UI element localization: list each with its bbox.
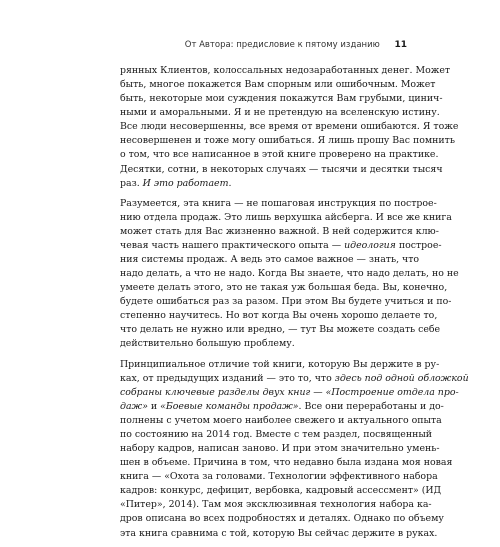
italic-text: «Построение отдела про-	[325, 386, 459, 398]
italic-text: здесь под одной обложкой	[334, 372, 469, 384]
text-segment: и	[147, 400, 161, 412]
text-line	[120, 527, 438, 541]
text-line	[120, 414, 442, 428]
text-segment: ния системы продаж. А ведь это самое важное — знать, что	[120, 254, 420, 266]
text-segment: может стать для Вас жизненно важной. В ней содержится клю-	[120, 225, 439, 237]
text-line	[120, 78, 436, 92]
text-segment: книга — «Охота за головами. Технологии эффективного набора	[120, 471, 438, 483]
text-line	[120, 484, 442, 498]
text-segment: кадров: конкурс, дефицит, вербовка, кадровый ассессмент» (ИД	[120, 485, 442, 497]
text-segment: нию отдела продаж. Это лишь верхушка айсберга. И все же книга	[120, 211, 452, 223]
paragraph	[120, 64, 459, 191]
text-segment: .	[228, 177, 232, 189]
text-line	[120, 456, 453, 470]
text-line	[120, 225, 439, 239]
running-title: От Автора: предисловие к пятому изданию	[184, 40, 380, 50]
text-line	[120, 372, 469, 386]
text-line	[120, 120, 459, 134]
text-segment: по состоянию на 2014 год. Вместе с тем раздел, посвященный	[120, 428, 433, 440]
text-segment: —	[310, 386, 326, 398]
text-segment: Все люди несовершенны, все время от времени ошибаются. Я тоже	[120, 121, 459, 133]
text-segment: . Все они переработаны и до-	[298, 400, 444, 412]
text-line	[120, 337, 390, 351]
page-number: 11	[394, 40, 407, 50]
text-line	[120, 64, 451, 78]
text-segment: чевая часть нашего практического опыта —	[120, 239, 345, 251]
text-segment: дров описана во всех подробностях и деталях. Однако по объему	[120, 513, 444, 525]
text-segment: действительно большую проблему.	[120, 338, 295, 350]
text-segment: Десятки, сотни, в некоторых случаях — тысячи и десятки тысяч	[120, 163, 443, 175]
text-segment: что делать не нужно или вредно, — тут Вы можете создать себе	[120, 324, 441, 336]
italic-text: И это работает	[142, 177, 229, 189]
text-segment: о том, что все написанное в этой книге проверено на практике.	[120, 149, 439, 161]
italic-text: собраны ключевые разделы двух книг	[120, 386, 311, 398]
text-line	[120, 428, 433, 442]
text-line	[120, 197, 437, 211]
text-line	[120, 498, 432, 512]
text-segment: быть, многое покажется Вам спорным или ошибочным. Может	[120, 79, 436, 91]
text-segment: быть, некоторые мои суждения покажутся Вам грубыми, цинич-	[120, 93, 443, 105]
text-line	[120, 442, 440, 456]
text-line	[120, 400, 444, 414]
italic-text: идеология	[344, 239, 396, 251]
text-line	[120, 163, 443, 177]
text-segment: набору кадров, написан заново. И при этом значительно умень-	[120, 443, 440, 455]
text-line	[120, 386, 459, 400]
paragraph	[120, 358, 469, 541]
body-text	[120, 64, 469, 547]
text-line	[120, 358, 440, 372]
text-segment: раз.	[120, 177, 143, 189]
text-line	[120, 239, 442, 253]
text-line	[120, 148, 439, 162]
text-segment: шен в объеме. Причина в том, что недавно была издана моя новая	[120, 457, 453, 469]
text-segment: несовершенен и тоже могу ошибаться. Я лишь прошу Вас помнить	[120, 135, 455, 147]
text-line	[120, 253, 420, 267]
text-line	[120, 134, 455, 148]
text-segment: Принципиальное отличие той книги, которую Вы держите в ру-	[120, 358, 440, 370]
text-segment: ными и аморальными. Я и не претендую на вселенскую истину.	[120, 107, 440, 119]
italic-text: «Боевые команды продаж»	[160, 400, 299, 412]
text-line	[120, 309, 438, 323]
text-segment: будете ошибаться раз за разом. При этом Вы будете учиться и по-	[120, 296, 452, 308]
running-head	[185, 40, 407, 50]
text-segment: рянных Клиентов, колоссальных недозаработанных денег. Может	[120, 65, 451, 76]
text-line	[120, 106, 440, 120]
text-segment: эта книга сравнима с той, которую Вы сейчас держите в руках.	[120, 527, 438, 539]
text-line	[120, 470, 438, 484]
text-line	[120, 92, 443, 106]
text-segment: «Питер», 2014). Там моя эксклюзивная технология набора ка-	[120, 499, 432, 511]
text-line	[120, 211, 452, 225]
text-segment: степенно научитесь. Но вот когда Вы очень хорошо делаете то,	[120, 310, 438, 322]
italic-text: даж»	[120, 400, 148, 412]
text-line	[120, 177, 390, 191]
text-segment: ках, от предыдущих изданий — это то, что	[120, 372, 335, 384]
paragraph	[120, 197, 459, 352]
text-segment: построе-	[395, 239, 442, 251]
text-line	[120, 323, 441, 337]
text-line	[120, 267, 459, 281]
text-line	[120, 295, 452, 309]
text-segment: умеете делать этого, это не такая уж большая беда. Вы, конечно,	[120, 282, 448, 294]
text-segment: надо делать, а что не надо. Когда Вы знаете, что надо делать, но не	[120, 268, 459, 280]
text-segment: Разумеется, эта книга — не пошаговая инструкция по построе-	[120, 197, 437, 209]
text-line	[120, 281, 448, 295]
text-line	[120, 512, 444, 526]
text-segment: полнены с учетом моего наиболее свежего и актуального опыта	[120, 414, 442, 426]
